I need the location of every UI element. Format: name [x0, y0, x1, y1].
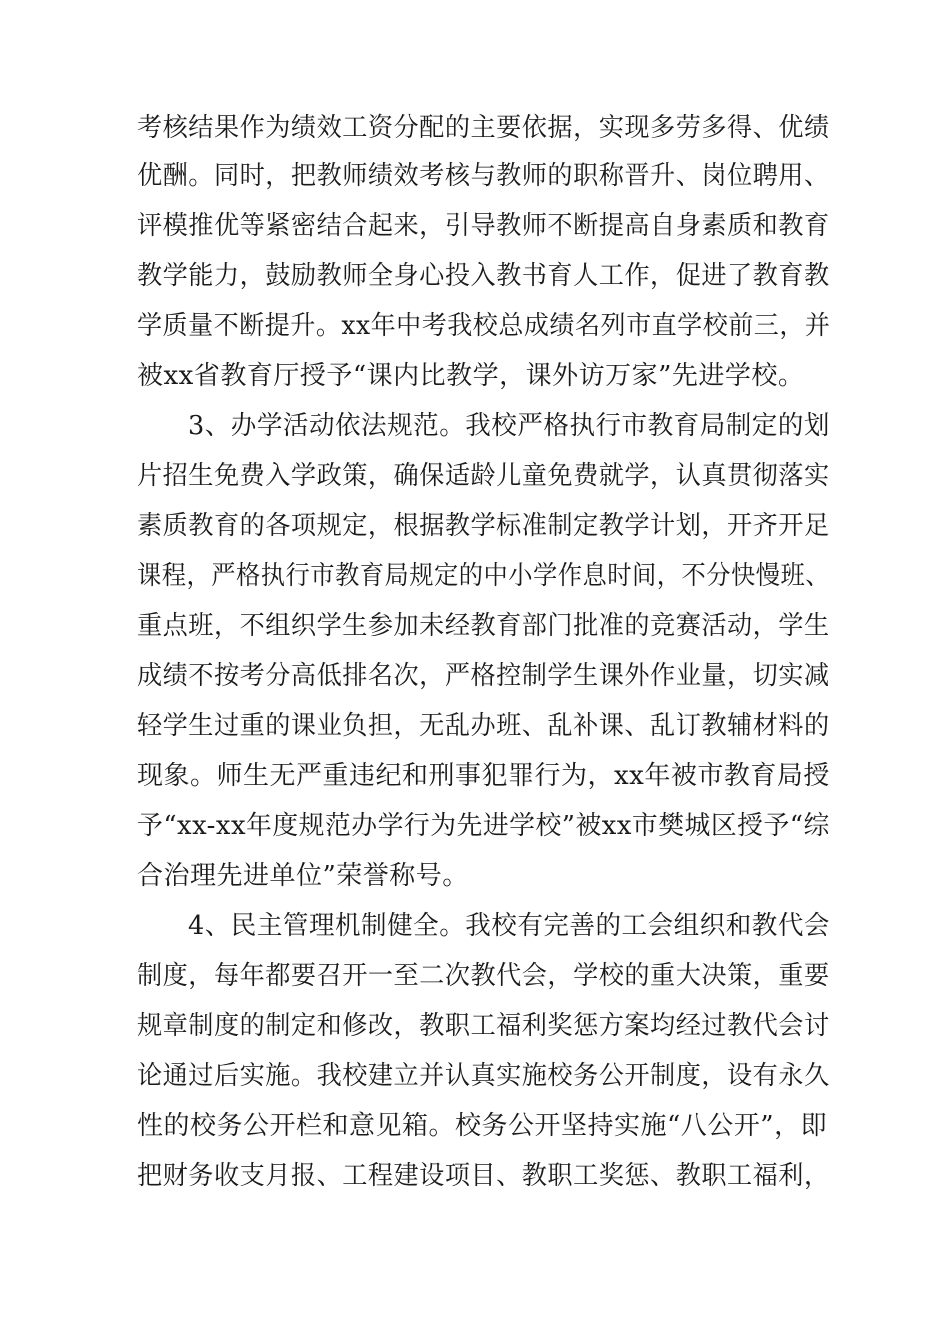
text-line: 成绩不按考分高低排名次，严格控制学生课外作业量，切实减	[137, 661, 830, 691]
text-line: 学质量不断提升。xx年中考我校总成绩名列市直学校前三，并	[137, 311, 831, 341]
text-line: 重点班，不组织学生参加未经教育部门批准的竞赛活动，学生	[137, 611, 830, 641]
text-line: 现象。师生无严重违纪和刑事犯罪行为，xx年被市教育局授	[137, 761, 830, 791]
text-line: 制度，每年都要召开一至二次教代会，学校的重大决策，重要	[137, 961, 830, 991]
text-line: 论通过后实施。我校建立并认真实施校务公开制度，设有永久	[137, 1061, 830, 1091]
text-line: 性的校务公开栏和意见箱。校务公开坚持实施“八公开”，即	[137, 1111, 828, 1141]
text-line: 轻学生过重的课业负担，无乱办班、乱补课、乱订教辅材料的	[137, 711, 830, 741]
text-line: 教学能力，鼓励教师全身心投入教书育人工作，促进了教育教	[137, 261, 830, 291]
text-line: 优酬。同时，把教师绩效考核与教师的职称晋升、岗位聘用、	[137, 161, 830, 191]
text-line: 片招生免费入学政策，确保适龄儿童免费就学，认真贯彻落实	[137, 461, 830, 491]
text-line: 评模推优等紧密结合起来，引导教师不断提高自身素质和教育	[137, 211, 830, 241]
text-line: 规章制度的制定和修改，教职工福利奖惩方案均经过教代会讨	[137, 1011, 830, 1041]
text-line: 合治理先进单位”荣誉称号。	[137, 861, 469, 891]
text-line: 课程，严格执行市教育局规定的中小学作息时间，不分快慢班、	[137, 561, 831, 591]
paragraph-4-start: 4、民主管理机制健全。我校有完善的工会组织和教代会	[188, 911, 830, 941]
text-line: 考核结果作为绩效工资分配的主要依据，实现多劳多得、优绩	[137, 113, 830, 143]
text-line: 被xx省教育厅授予“课内比教学，课外访万家”先进学校。	[137, 361, 805, 391]
text-line: 予“xx-xx年度规范办学行为先进学校”被xx市樊城区授予“综	[137, 811, 830, 841]
text-line: 素质教育的各项规定，根据教学标准制定教学计划，开齐开足	[137, 511, 830, 541]
paragraph-3-start: 3、办学活动依法规范。我校严格执行市教育局制定的划	[188, 411, 830, 441]
text-line: 把财务收支月报、工程建设项目、教职工奖惩、教职工福利，	[137, 1161, 830, 1191]
